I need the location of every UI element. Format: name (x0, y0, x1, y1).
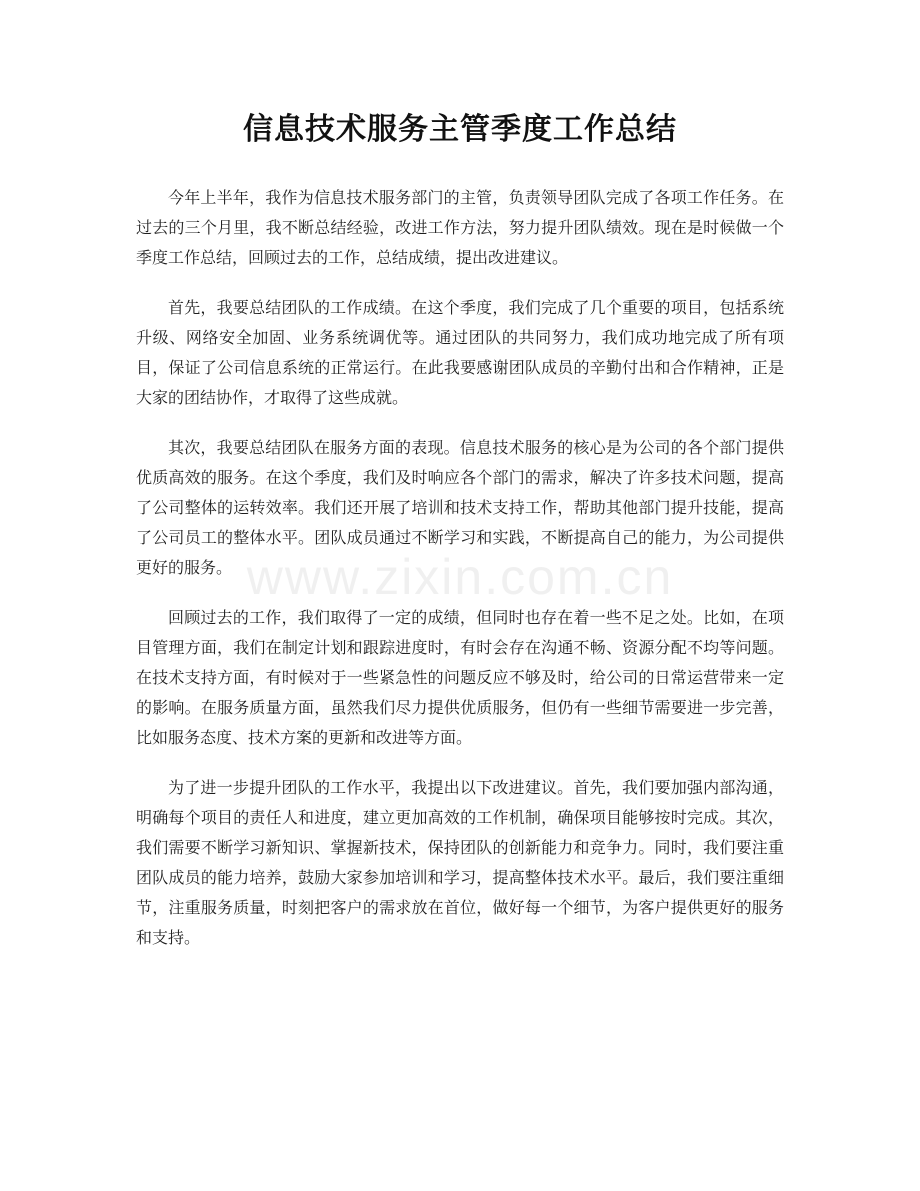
paragraph-3: 其次，我要总结团队在服务方面的表现。信息技术服务的核心是为公司的各个部门提供优质高效的服务。在这个季度，我们及时响应各个部门的需求，解决了许多技术问题，提高了公司整体的运转效率。我们还开展了培训和技术支持工作，帮助其他部门提升技能，提高了公司员工的整体水平。团队成员通过不断学习和实践，不断提高自己的能力，为公司提供更好的服务。 (136, 438, 784, 577)
watermark: www.zixin.com.cn (246, 549, 674, 605)
paragraph-2: 首先，我要总结团队的工作成绩。在这个季度，我们完成了几个重要的项目，包括系统升级、网络安全加固、业务系统调优等。通过团队的共同努力，我们成功地完成了所有项目，保证了公司信息系统的正常运行。在此我要感谢团队成员的辛勤付出和合作精神，正是大家的团结协作，才取得了这些成就。 (136, 298, 784, 407)
paragraph-5: 为了进一步提升团队的工作水平，我提出以下改进建议。首先，我们要加强内部沟通，明确每个项目的责任人和进度，建立更加高效的工作机制，确保项目能够按时完成。其次，我们需要不断学习新知识、掌握新技术，保持团队的创新能力和竞争力。同时，我们要注重团队成员的能力培养，鼓励大家参加培训和学习，提高整体技术水平。最后，我们要注重细节，注重服务质量，时刻把客户的需求放在首位，做好每一个细节，为客户提供更好的服务和支持。 (136, 778, 784, 947)
paragraph-4: 回顾过去的工作，我们取得了一定的成绩，但同时也存在着一些不足之处。比如，在项目管理方面，我们在制定计划和跟踪进度时，有时会存在沟通不畅、资源分配不均等问题。在技术支持方面，有时候对于一些紧急性的问题反应不够及时，给公司的日常运营带来一定的影响。在服务质量方面，虽然我们尽力提供优质服务，但仍有一些细节需要进一步完善，比如服务态度、技术方案的更新和改进等方面。 (136, 608, 784, 747)
document-body (136, 183, 784, 973)
page-title: 信息技术服务主管季度工作总结 (243, 112, 677, 147)
paragraph-1: 今年上半年，我作为信息技术服务部门的主管，负责领导团队完成了各项工作任务。在过去的三个月里，我不断总结经验，改进工作方法，努力提升团队绩效。现在是时候做一个季度工作总结，回顾过去的工作，总结成绩，提出改进建议。 (136, 188, 784, 267)
